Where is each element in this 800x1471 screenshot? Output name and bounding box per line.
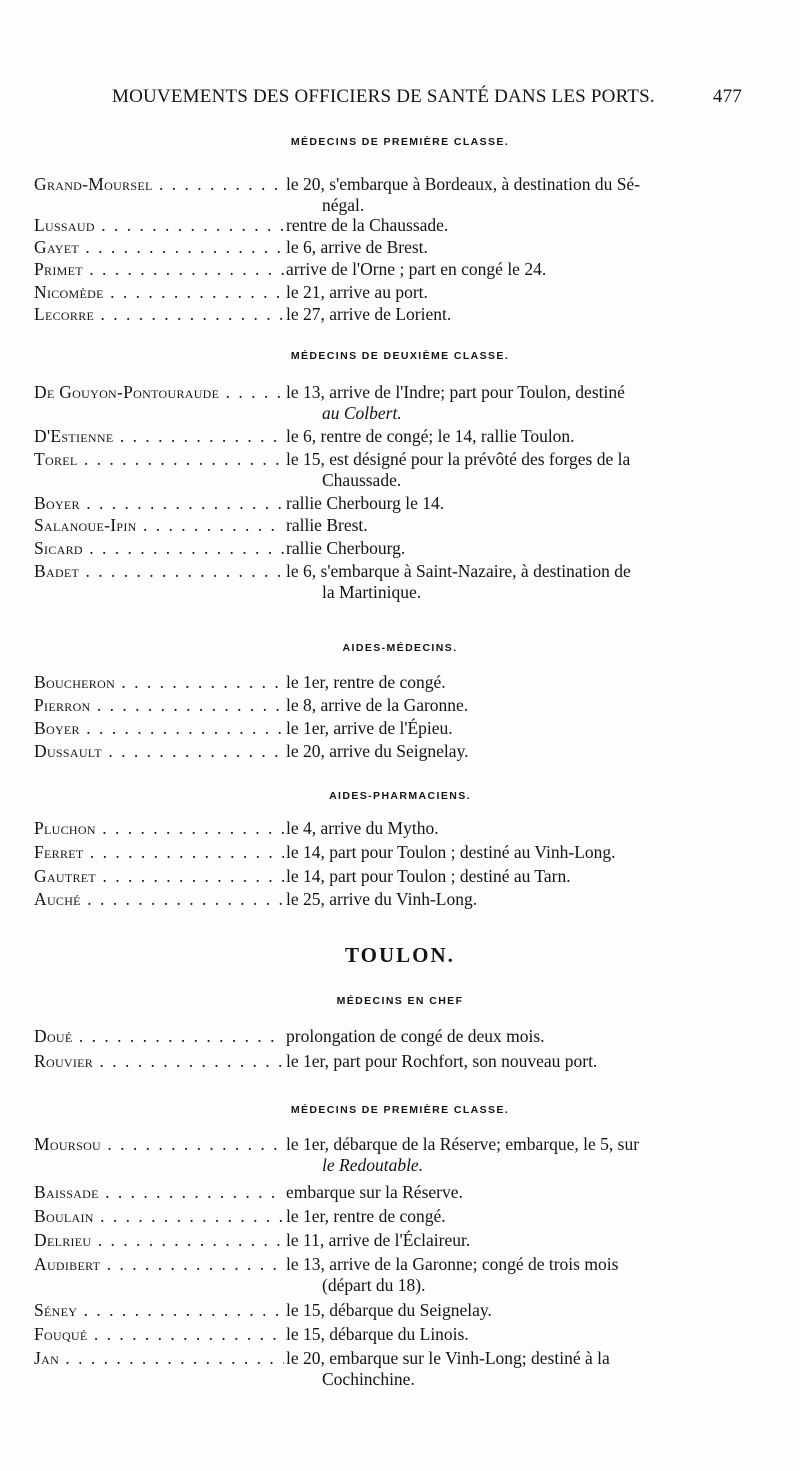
- entry-text: le 14, part pour Toulon ; destiné au Tarn.: [286, 866, 571, 886]
- entry-text: [286, 561, 772, 603]
- section-heading: AIDES-MÉDECINS.: [342, 642, 458, 654]
- entry-name: Salanoue-Ipin . . .: [34, 515, 284, 536]
- entry-text: rallie Cherbourg.: [286, 538, 406, 558]
- entry-text: le 15, débarque du Seignelay.: [286, 1300, 492, 1320]
- entry-name: Delrieu . . .: [34, 1230, 284, 1251]
- entry-text: le 4, arrive du Mytho.: [286, 818, 439, 838]
- entry-name: Boyer . . .: [34, 718, 284, 739]
- entry-text: le 6, arrive de Brest.: [286, 237, 428, 257]
- entry-line-continued: au Colbert.: [322, 403, 402, 423]
- entry-name: Lussaud . . .: [34, 215, 284, 236]
- entry-text: rallie Brest.: [286, 515, 368, 535]
- entry-text: le 8, arrive de la Garonne.: [286, 695, 469, 715]
- entry-text: le 1er, part pour Rochfort, son nouveau port.: [286, 1051, 598, 1071]
- entry-text: le 1er, rentre de congé.: [286, 672, 446, 692]
- entry-name: Séney . . .: [34, 1300, 284, 1321]
- section-heading: MÉDECINS EN CHEF: [336, 995, 464, 1007]
- entry-name: Boucheron . . .: [34, 672, 284, 693]
- entry-line: le 15, est désigné pour la prévôté des forges de la: [286, 449, 631, 469]
- header-title: MOUVEMENTS DES OFFICIERS DE SANTÉ DANS LES PORTS.: [112, 86, 655, 107]
- entry-line-continued: Chaussade.: [322, 470, 402, 490]
- entry-name: Pierron . . .: [34, 695, 284, 716]
- entry-name: Badet . . .: [34, 561, 284, 582]
- entry-line-continued: négal.: [322, 195, 365, 215]
- entry-name: De Gouyon-Pontouraude . . .: [34, 382, 284, 403]
- entry-line: le 20, embarque sur le Vinh-Long; destiné à la: [286, 1348, 610, 1368]
- entry-text: [286, 1348, 772, 1390]
- entry-text: rallie Cherbourg le 14.: [286, 493, 445, 513]
- entry-name: Gautret . . .: [34, 866, 284, 887]
- entry-text: embarque sur la Réserve.: [286, 1182, 463, 1202]
- entry-name: Jan . . .: [34, 1348, 284, 1369]
- entry-text: [286, 174, 772, 216]
- entry-text: [286, 449, 772, 491]
- entry-text: le 6, rentre de congé; le 14, rallie Toulon.: [286, 426, 575, 446]
- entry-text: prolongation de congé de deux mois.: [286, 1026, 545, 1046]
- entry-name: Moursou . . .: [34, 1134, 284, 1155]
- entry-text: [286, 1254, 772, 1296]
- entry-name: Boulain . . .: [34, 1206, 284, 1227]
- entry-line-continued: la Martinique.: [322, 582, 422, 602]
- entry-text: le 11, arrive de l'Éclaireur.: [286, 1230, 471, 1250]
- entry-line: le 1er, débarque de la Réserve; embarque, le 5, sur: [286, 1134, 640, 1154]
- section-heading: MÉDECINS DE DEUXIÈME CLASSE.: [290, 350, 510, 362]
- entry-line-continued: Cochinchine.: [322, 1369, 415, 1389]
- entry-name: Primet . . .: [34, 259, 284, 280]
- section-heading: MÉDECINS DE PREMIÈRE CLASSE.: [290, 1104, 510, 1116]
- entry-text: arrive de l'Orne ; part en congé le 24.: [286, 259, 547, 279]
- entry-text: rentre de la Chaussade.: [286, 215, 449, 235]
- entry-line: le 13, arrive de la Garonne; congé de trois mois: [286, 1254, 619, 1274]
- entry-text: le 20, arrive du Seignelay.: [286, 741, 469, 761]
- entry-name: Baissade . . .: [34, 1182, 284, 1203]
- entry-line: le 13, arrive de l'Indre; part pour Toulon, destiné: [286, 382, 625, 402]
- entry-text: le 27, arrive de Lorient.: [286, 304, 452, 324]
- entry-line: le 20, s'embarque à Bordeaux, à destination du Sé-: [286, 174, 641, 194]
- entry-text: le 15, débarque du Linois.: [286, 1324, 469, 1344]
- entry-text: [286, 382, 772, 424]
- entry-name: Fouqué . . .: [34, 1324, 284, 1345]
- entry-name: Auché . . .: [34, 889, 284, 910]
- page-number: 477: [712, 86, 742, 107]
- entry-name: Nicomède . . .: [34, 282, 284, 303]
- entry-name: Grand-Moursel . . .: [34, 174, 284, 195]
- entry-text: le 1er, rentre de congé.: [286, 1206, 446, 1226]
- entry-name: Dussault . . .: [34, 741, 284, 762]
- entry-line-continued: le Redoutable.: [322, 1155, 424, 1175]
- entry-name: Ferret . . .: [34, 842, 284, 863]
- entry-text: le 1er, arrive de l'Épieu.: [286, 718, 453, 738]
- entry-text: [286, 1134, 772, 1176]
- section-heading: MÉDECINS DE PREMIÈRE CLASSE.: [290, 136, 510, 148]
- entry-name: Boyer . . .: [34, 493, 284, 514]
- entry-name: Gayet . . .: [34, 237, 284, 258]
- entry-text: le 14, part pour Toulon ; destiné au Vinh-Long.: [286, 842, 616, 862]
- entry-text: le 21, arrive au port.: [286, 282, 428, 302]
- entry-name: Torel . . .: [34, 449, 284, 470]
- entry-name: Rouvier . . .: [34, 1051, 284, 1072]
- entry-name: Sicard . . .: [34, 538, 284, 559]
- entry-name: Doué . . .: [34, 1026, 284, 1047]
- entry-line-continued: (départ du 18).: [322, 1275, 426, 1295]
- entry-name: Lecorre . . .: [34, 304, 284, 325]
- entry-name: Pluchon . . .: [34, 818, 284, 839]
- entry-name: D'Estienne . . .: [34, 426, 284, 447]
- entry-line: le 6, s'embarque à Saint-Nazaire, à destination de: [286, 561, 631, 581]
- section-heading: AIDES-PHARMACIENS.: [329, 790, 471, 802]
- entry-text: le 25, arrive du Vinh-Long.: [286, 889, 478, 909]
- city-heading: TOULON.: [345, 943, 455, 967]
- entry-name: Audibert . . .: [34, 1254, 284, 1275]
